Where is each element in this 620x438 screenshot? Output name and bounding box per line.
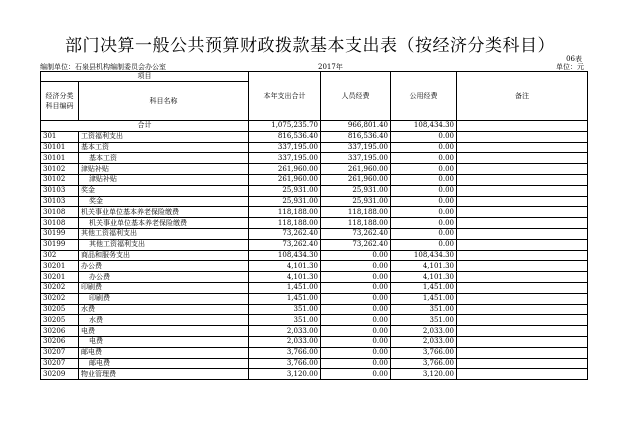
row-remark (457, 153, 588, 164)
table-row (41, 358, 588, 369)
row-code: 30102 (41, 174, 79, 185)
table-row (41, 218, 588, 229)
row-subject-name: 基本工资 (79, 142, 249, 153)
table-row (41, 315, 588, 326)
table-row (41, 336, 588, 347)
row-public: 0.00 (391, 164, 457, 175)
subject-header: 科目名称 (79, 82, 249, 121)
report-year: 2017年 (318, 63, 343, 71)
row-public: 0.00 (391, 174, 457, 185)
row-public: 3,766.00 (391, 347, 457, 358)
expenditure-table (40, 71, 588, 380)
row-code: 30103 (41, 185, 79, 196)
row-total: 118,188.00 (249, 218, 321, 229)
row-public: 0.00 (391, 196, 457, 207)
row-public: 351.00 (391, 304, 457, 315)
row-code: 30202 (41, 282, 79, 293)
public-header: 公用经费 (391, 72, 457, 121)
row-subject-name: 电费 (79, 326, 249, 337)
row-personnel: 337,195.00 (321, 142, 391, 153)
row-personnel: 25,931.00 (321, 185, 391, 196)
row-total: 816,536.40 (249, 131, 321, 142)
row-personnel: 0.00 (321, 326, 391, 337)
total-total: 1,075,235.70 (249, 121, 321, 132)
row-code: 30199 (41, 239, 79, 250)
row-personnel: 0.00 (321, 336, 391, 347)
row-remark (457, 272, 588, 283)
row-subject-name: 印刷费 (79, 282, 249, 293)
row-code: 30207 (41, 358, 79, 369)
row-subject-name: 津贴补贴 (79, 164, 249, 175)
row-personnel: 118,188.00 (321, 207, 391, 218)
row-personnel: 0.00 (321, 272, 391, 283)
row-code: 30209 (41, 369, 79, 380)
row-remark (457, 239, 588, 250)
table-row (41, 174, 588, 185)
row-code: 30108 (41, 207, 79, 218)
row-remark (457, 250, 588, 261)
row-remark (457, 218, 588, 229)
row-personnel: 261,960.00 (321, 174, 391, 185)
total-row (41, 121, 588, 132)
row-total: 1,451.00 (249, 282, 321, 293)
row-public: 0.00 (391, 153, 457, 164)
row-remark (457, 174, 588, 185)
row-total: 351.00 (249, 304, 321, 315)
table-row (41, 142, 588, 153)
row-total: 108,434.30 (249, 250, 321, 261)
table-row (41, 304, 588, 315)
row-subject-name: 奖金 (79, 196, 249, 207)
row-total: 3,766.00 (249, 347, 321, 358)
table-row (41, 239, 588, 250)
row-code: 30205 (41, 304, 79, 315)
row-public: 351.00 (391, 315, 457, 326)
row-public: 3,120.00 (391, 369, 457, 380)
row-remark (457, 347, 588, 358)
total-personnel: 966,801.40 (321, 121, 391, 132)
row-remark (457, 315, 588, 326)
row-subject-name: 邮电费 (79, 347, 249, 358)
row-total: 73,262.40 (249, 239, 321, 250)
row-personnel: 0.00 (321, 250, 391, 261)
row-code: 30108 (41, 218, 79, 229)
row-remark (457, 293, 588, 304)
row-public: 0.00 (391, 185, 457, 196)
row-remark (457, 196, 588, 207)
row-public: 0.00 (391, 228, 457, 239)
project-header: 项目 (41, 72, 249, 82)
row-total: 118,188.00 (249, 207, 321, 218)
row-remark (457, 207, 588, 218)
row-total: 2,033.00 (249, 336, 321, 347)
row-total: 337,195.00 (249, 142, 321, 153)
code-header: 经济分类科目编码 (41, 82, 79, 121)
table-row (41, 272, 588, 283)
row-subject-name: 商品和服务支出 (79, 250, 249, 261)
row-remark (457, 358, 588, 369)
row-public: 4,101.30 (391, 261, 457, 272)
row-personnel: 0.00 (321, 304, 391, 315)
row-personnel: 73,262.40 (321, 228, 391, 239)
row-public: 0.00 (391, 131, 457, 142)
row-remark (457, 336, 588, 347)
row-code: 30102 (41, 164, 79, 175)
row-subject-name: 电费 (79, 336, 249, 347)
table-body (41, 121, 588, 380)
total-public: 108,434.30 (391, 121, 457, 132)
row-remark (457, 185, 588, 196)
row-subject-name: 津贴补贴 (79, 174, 249, 185)
row-personnel: 0.00 (321, 315, 391, 326)
row-personnel: 118,188.00 (321, 218, 391, 229)
row-subject-name: 机关事业单位基本养老保险缴费 (79, 218, 249, 229)
personnel-header: 人员经费 (321, 72, 391, 121)
row-total: 261,960.00 (249, 164, 321, 175)
table-number: 06表 (566, 55, 582, 63)
row-subject-name: 其他工资福利支出 (79, 228, 249, 239)
row-public: 2,033.00 (391, 326, 457, 337)
row-code: 30199 (41, 228, 79, 239)
row-public: 108,434.30 (391, 250, 457, 261)
row-personnel: 0.00 (321, 261, 391, 272)
table-row (41, 250, 588, 261)
row-remark (457, 164, 588, 175)
row-public: 1,451.00 (391, 282, 457, 293)
row-subject-name: 办公费 (79, 261, 249, 272)
row-personnel: 0.00 (321, 358, 391, 369)
row-remark (457, 131, 588, 142)
remark-header: 备注 (457, 72, 588, 121)
total-header: 本年支出合计 (249, 72, 321, 121)
row-subject-name: 邮电费 (79, 358, 249, 369)
row-public: 2,033.00 (391, 336, 457, 347)
total-label: 合计 (41, 121, 249, 132)
table-row (41, 347, 588, 358)
row-personnel: 337,195.00 (321, 153, 391, 164)
row-personnel: 0.00 (321, 369, 391, 380)
table-row (41, 196, 588, 207)
row-personnel: 0.00 (321, 347, 391, 358)
row-total: 3,766.00 (249, 358, 321, 369)
row-remark (457, 326, 588, 337)
row-public: 1,451.00 (391, 293, 457, 304)
table-row (41, 207, 588, 218)
row-public: 0.00 (391, 239, 457, 250)
row-subject-name: 办公费 (79, 272, 249, 283)
table-row (41, 131, 588, 142)
row-total: 4,101.30 (249, 272, 321, 283)
table-row (41, 326, 588, 337)
row-total: 73,262.40 (249, 228, 321, 239)
row-remark (457, 369, 588, 380)
row-code: 302 (41, 250, 79, 261)
table-row (41, 153, 588, 164)
table-row (41, 282, 588, 293)
table-row (41, 293, 588, 304)
table-row (41, 369, 588, 380)
row-code: 30206 (41, 336, 79, 347)
row-code: 30101 (41, 142, 79, 153)
row-total: 1,451.00 (249, 293, 321, 304)
row-total: 3,120.00 (249, 369, 321, 380)
row-personnel: 25,931.00 (321, 196, 391, 207)
row-subject-name: 印刷费 (79, 293, 249, 304)
row-subject-name: 水费 (79, 304, 249, 315)
table-row (41, 228, 588, 239)
row-personnel: 261,960.00 (321, 164, 391, 175)
row-code: 30202 (41, 293, 79, 304)
row-public: 4,101.30 (391, 272, 457, 283)
table-row (41, 164, 588, 175)
row-code: 30101 (41, 153, 79, 164)
report-title: 部门决算一般公共预算财政拨款基本支出表（按经济分类科目） (65, 36, 555, 56)
reporting-unit: 编制单位：石泉县机构编制委员会办公室 (40, 63, 166, 71)
row-total: 351.00 (249, 315, 321, 326)
row-code: 30103 (41, 196, 79, 207)
row-personnel: 0.00 (321, 293, 391, 304)
row-code: 301 (41, 131, 79, 142)
row-subject-name: 机关事业单位基本养老保险缴费 (79, 207, 249, 218)
currency-unit: 单位：元 (556, 63, 584, 71)
row-subject-name: 基本工资 (79, 153, 249, 164)
row-remark (457, 228, 588, 239)
row-subject-name: 水费 (79, 315, 249, 326)
row-remark (457, 282, 588, 293)
row-personnel: 73,262.40 (321, 239, 391, 250)
row-total: 337,195.00 (249, 153, 321, 164)
row-code: 30201 (41, 272, 79, 283)
row-total: 25,931.00 (249, 196, 321, 207)
table-row (41, 261, 588, 272)
row-subject-name: 其他工资福利支出 (79, 239, 249, 250)
row-subject-name: 物业管理费 (79, 369, 249, 380)
table-row (41, 185, 588, 196)
row-remark (457, 304, 588, 315)
row-remark (457, 261, 588, 272)
row-remark (457, 142, 588, 153)
row-public: 0.00 (391, 207, 457, 218)
row-code: 30201 (41, 261, 79, 272)
row-subject-name: 工资福利支出 (79, 131, 249, 142)
row-total: 261,960.00 (249, 174, 321, 185)
total-remark (457, 121, 588, 132)
row-code: 30205 (41, 315, 79, 326)
row-total: 25,931.00 (249, 185, 321, 196)
row-subject-name: 奖金 (79, 185, 249, 196)
row-public: 0.00 (391, 142, 457, 153)
row-code: 30206 (41, 326, 79, 337)
row-personnel: 816,536.40 (321, 131, 391, 142)
row-personnel: 0.00 (321, 282, 391, 293)
row-public: 0.00 (391, 218, 457, 229)
row-code: 30207 (41, 347, 79, 358)
row-total: 4,101.30 (249, 261, 321, 272)
row-total: 2,033.00 (249, 326, 321, 337)
row-public: 3,766.00 (391, 358, 457, 369)
